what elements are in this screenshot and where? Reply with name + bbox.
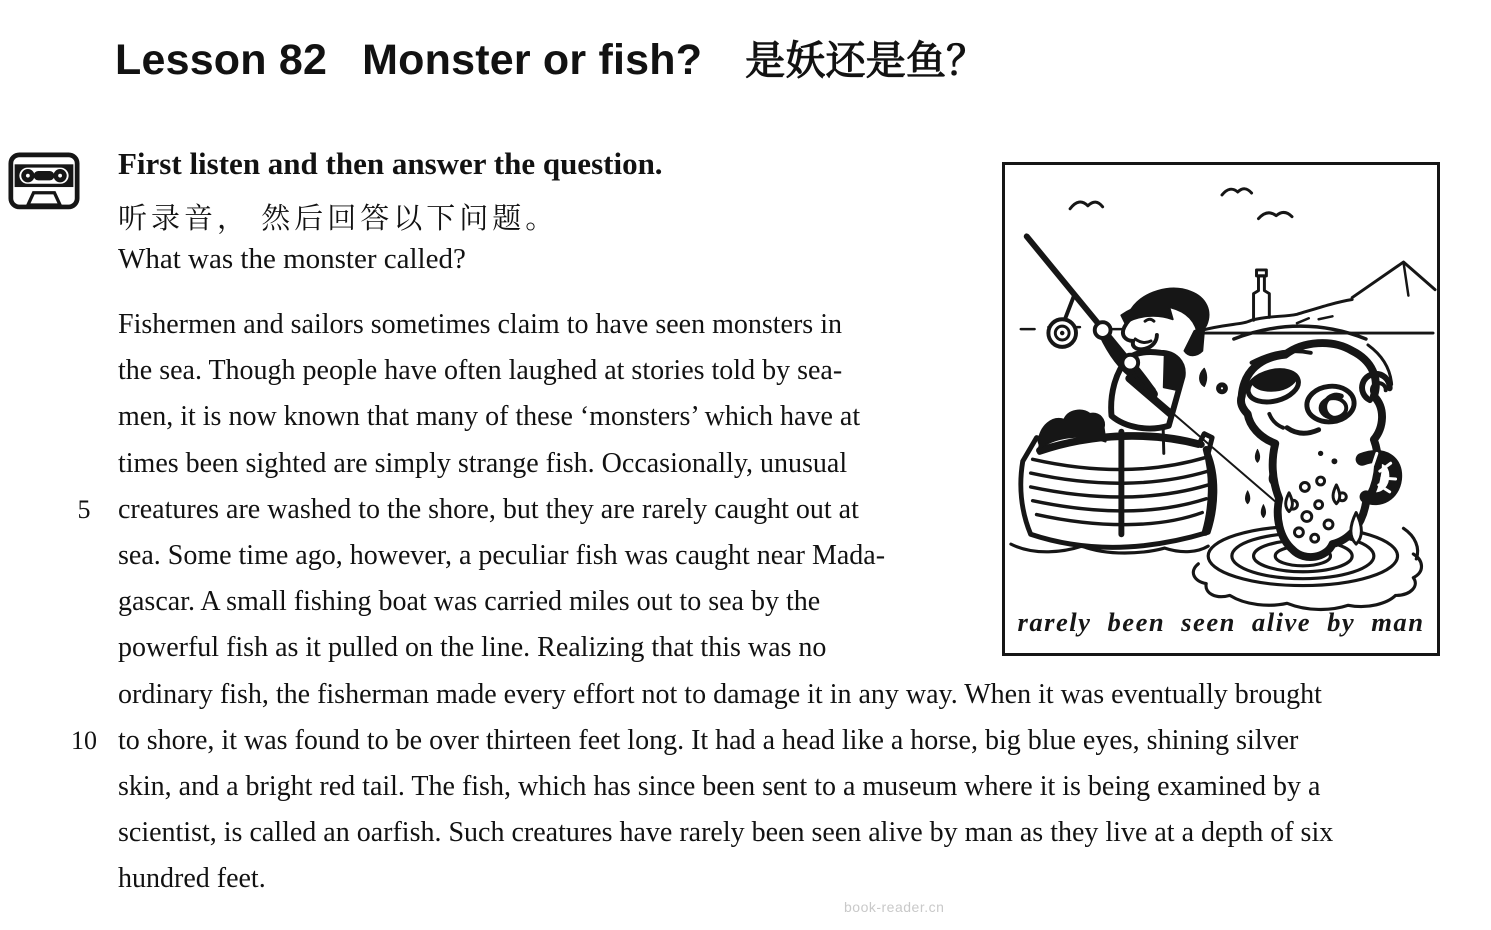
line-text: hundred feet. — [118, 863, 266, 895]
page-title — [115, 34, 986, 87]
text-line — [118, 810, 1333, 856]
lesson-number: Lesson 82 — [115, 36, 328, 84]
line-text: ordinary fish, the fisherman made every effort not to damage it in any way. When it was eventually brought — [118, 678, 1322, 710]
line-number: 5 — [77, 494, 91, 524]
lighthouse-icon — [1254, 270, 1270, 320]
listening-instruction-zh: 听录音， 然后回答以下问题。 — [118, 203, 559, 235]
watermark: book-reader.cn — [844, 899, 945, 915]
line-text: gascar. A small fishing boat was carried miles out to sea by the — [118, 586, 821, 618]
line-text: to shore, it was found to be over thirteen feet long. It had a head like a horse, big blue eyes, shining silver — [118, 724, 1299, 756]
listening-instruction: First listen and then answer the question. — [118, 146, 663, 181]
line-text: Fishermen and sailors sometimes claim to have seen monsters in — [118, 309, 842, 340]
title-english: Monster or fish? — [362, 36, 703, 84]
illustration — [1002, 162, 1440, 656]
line-text: scientist, is called an oarfish. Such creatures have rarely been seen alive by man as they live at a depth of six — [118, 817, 1334, 849]
listening-question: What was the monster called? — [118, 243, 466, 275]
fisherman-icon — [1104, 289, 1209, 429]
line-text: powerful fish as it pulled on the line. Realizing that this was no — [118, 632, 827, 664]
line-number: 10 — [71, 725, 97, 755]
line-text: men, it is now known that many of these ‘monsters’ which have at — [118, 401, 861, 433]
line-text: skin, and a bright red tail. The fish, which has since been sent to a museum where it is being examined by a — [118, 770, 1321, 802]
illustration-caption: rarely been seen alive by man — [1017, 606, 1425, 637]
line-text: the sea. Though people have often laughed at stories told by sea- — [118, 355, 843, 387]
monster-fish-icon — [1200, 326, 1396, 557]
bird-icon — [1070, 189, 1292, 219]
title-chinese: 是妖还是鱼？ — [745, 39, 987, 83]
text-line — [118, 856, 1333, 902]
text-line — [118, 764, 1333, 810]
cassette-icon — [8, 152, 80, 210]
text-line — [71, 718, 1333, 764]
line-text: times been sighted are simply strange fish. Occasionally, unusual — [118, 447, 848, 479]
line-text: creatures are washed to the shore, but they are rarely caught out at — [118, 493, 859, 525]
line-text: sea. Some time ago, however, a peculiar fish was caught near Mada- — [118, 539, 886, 571]
text-line — [118, 672, 1333, 718]
coastline — [1021, 262, 1435, 333]
